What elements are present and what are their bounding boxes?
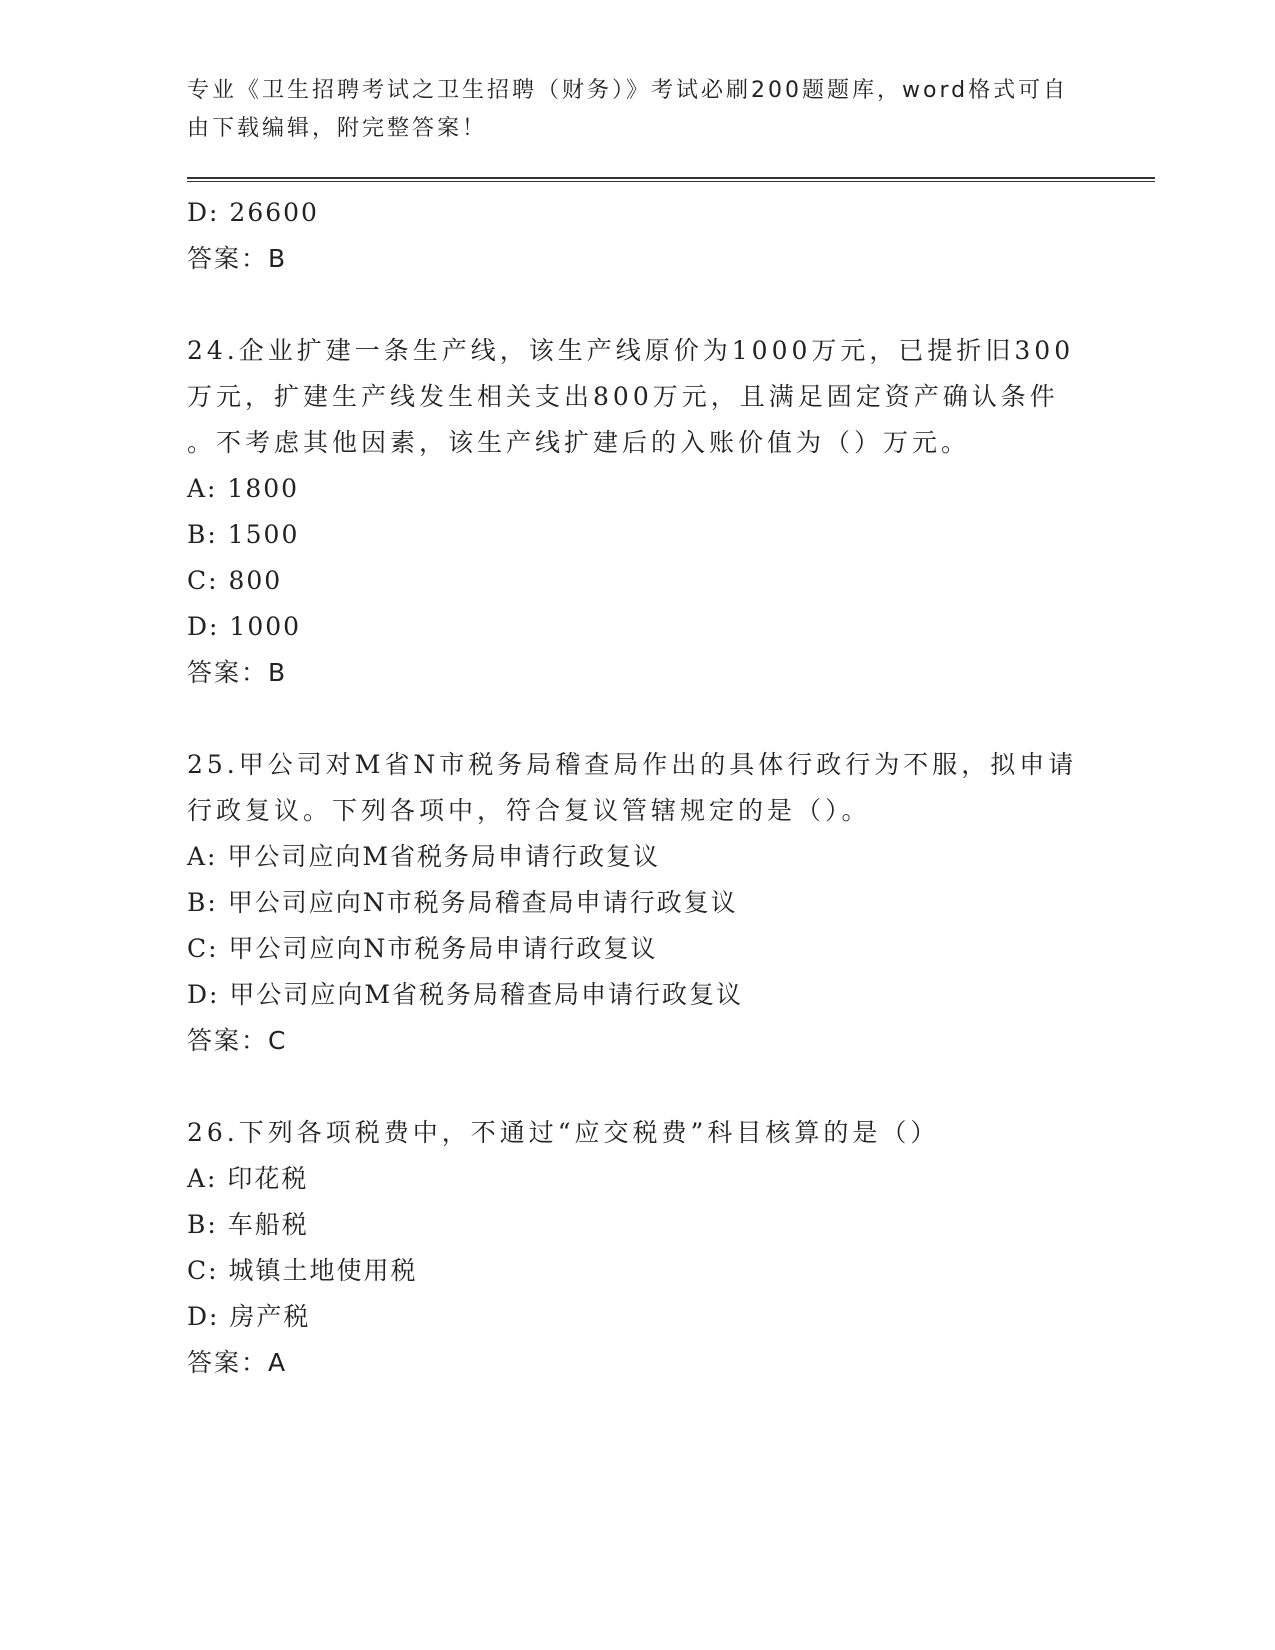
question-text-line: 万元，扩建生产线发生相关支出800万元，且满足固定资产确认条件 (187, 382, 1059, 411)
option-c: C: 城镇土地使用税 (187, 1256, 418, 1285)
answer-line: 答案：A (187, 1348, 288, 1377)
answer-line: 答案：C (187, 1026, 288, 1055)
option-d: D: 甲公司应向M省税务局稽查局申请行政复议 (187, 980, 744, 1009)
question-text-line: 。不考虑其他因素，该生产线扩建后的入账价值为（）万元。 (187, 428, 971, 457)
spacer (187, 1064, 1087, 1110)
document-body (187, 190, 1087, 1386)
question-25 (187, 742, 1087, 1064)
option-b: B: 车船税 (187, 1210, 309, 1239)
option-c: C: 甲公司应向N市税务局申请行政复议 (187, 934, 658, 963)
question-text-line: 26.下列各项税费中，不通过“应交税费”科目核算的是（） (187, 1118, 940, 1147)
option-a: A: 1800 (187, 474, 300, 503)
question-26 (187, 1110, 1087, 1386)
page-header (187, 72, 1087, 148)
spacer (187, 282, 1087, 328)
option-b: B: 1500 (187, 520, 300, 549)
answer-line: 答案：B (187, 658, 288, 687)
question-text-line: 行政复议。下列各项中，符合复议管辖规定的是（）。 (187, 796, 871, 825)
option-b: B: 甲公司应向N市税务局稽查局申请行政复议 (187, 888, 738, 917)
question-24 (187, 328, 1087, 696)
option-a: A: 甲公司应向M省税务局申请行政复议 (187, 842, 661, 871)
header-divider (187, 177, 1155, 182)
option-d: D: 1000 (187, 612, 302, 641)
option-d: D: 房产税 (187, 1302, 311, 1331)
answer-line: 答案：B (187, 244, 288, 273)
spacer (187, 696, 1087, 742)
question-text-line: 25.甲公司对M省N市税务局稽查局作出的具体行政行为不服，拟申请 (187, 750, 1078, 779)
header-line-1: 专业《卫生招聘考试之卫生招聘（财务）》考试必刷200题题库，word格式可自 (187, 78, 1069, 103)
carry-over-block (187, 190, 1087, 282)
option-a: A: 印花税 (187, 1164, 309, 1193)
option-d: D: 26600 (187, 198, 319, 227)
header-line-2: 由下载编辑，附完整答案！ (187, 116, 488, 141)
question-text-line: 24.企业扩建一条生产线，该生产线原价为1000万元，已提折旧300 (187, 336, 1075, 365)
option-c: C: 800 (187, 566, 283, 595)
